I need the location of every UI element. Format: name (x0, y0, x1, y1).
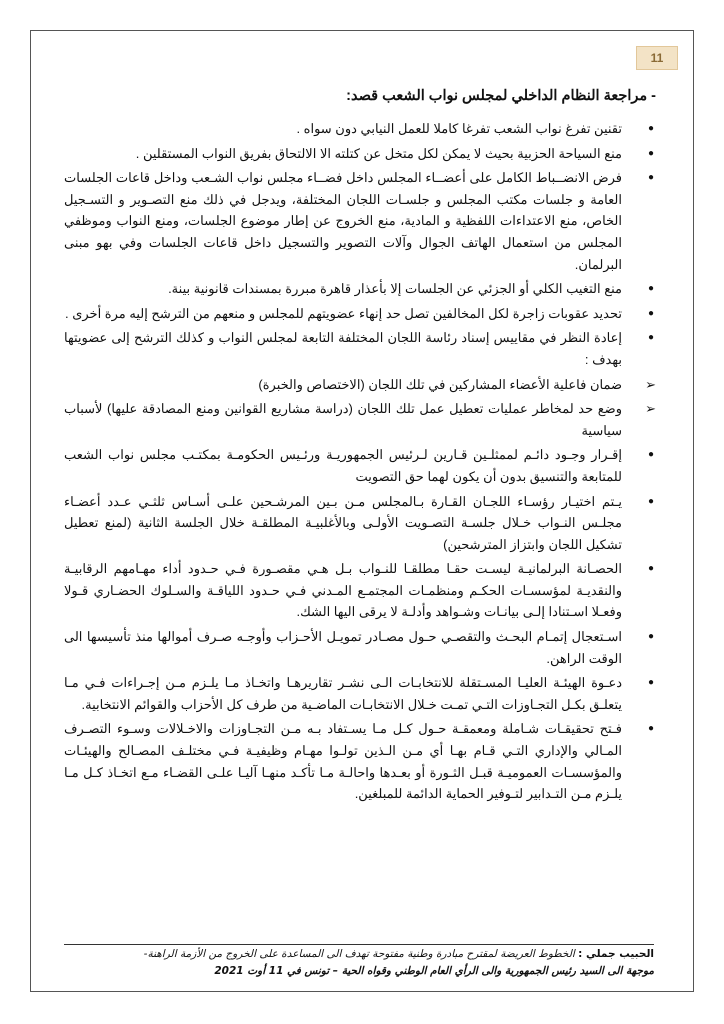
footer-line-2: موجهة الى السيد رئيس الجمهورية والى الرأي العام الوطني وقواه الحية – تونس في 11 أوت 2021 (214, 965, 654, 977)
document-body (64, 86, 656, 808)
list-item: ● دعـوة الهيئـة العليـا المسـتقلة للانتخابـات الـى نشـر تقاريرهـا واتخـاذ مـا يلـزم مـن إجـراءات فـي مـا يتعلـق بكـل التجـاوزات التـي تمـت خـلال الانتخابـات الماضـية من طرف كل الأحزاب والقوائم الانتخابية. (64, 672, 656, 715)
footer-rule (64, 944, 654, 945)
list-item: ● فرض الانضــباط الكامل على أعضــاء المجلس داخل فضــاء مجلس نواب الشـعب وداخل قاعات الجلسات العامة و جلسات مكتب المجلس و جلسـات اللجان المختلفة، ويدجل في ذلك منع التصـوير و التسـجيل الخاص، منع الاعتداءات اللفظية و المادية، منع الخروج عن إطار موضوع الجلسات، ومنع النواب وموظفي المجلس من استعمال الهاتف الجوال وآلات التصوير والتسجيل داخل قاعات الجلسات وفي بهو مبنى البرلمان. (64, 167, 656, 275)
footer-title: الخطوط العريضة لمقترح مبادرة وطنية مفتوحة تهدف الى المساعدة على الخروج من الأزمة الراهنة- (143, 948, 575, 960)
sub-list-item: ➢ ضمان فاعلية الأعضاء المشاركين في تلك اللجان (الاختصاص والخبرة) (64, 374, 656, 396)
list-item: ● يـتم اختيـار رؤسـاء اللجـان القـارة بـالمجلس مـن بـين المرشـحين علـى أسـاس ثلثـي عـدد أعضـاء مجلـس النـواب خـلال جلسـة التصـويت الأولـى وبالأغلبيـة المطلقـة خلال الجلسة الثانية (لمنع تعطيل تشكيل اللجان وابتزاز المترشحين) (64, 491, 656, 556)
list-item: ● إعادة النظر في مقاييس إسناد رئاسة اللجان المختلفة التابعة لمجلس النواب و كذلك الترشح إلى عضويتها بهدف : (64, 327, 656, 370)
sub-list-item: ➢ وضع حد لمخاطر عمليات تعطيل عمل تلك اللجان (دراسة مشاريع القوانين ومنع المصادقة عليها) لأسباب سياسية (64, 398, 656, 441)
item-list (64, 118, 656, 805)
footer (64, 944, 654, 980)
list-item: ● منع التغيب الكلي أو الجزئي عن الجلسات إلا بأعذار قاهرة مبررة بمسندات قانونية بينة. (64, 278, 656, 300)
footer-line-1 (64, 947, 654, 962)
list-item: ● تحديد عقوبات زاجرة لكل المخالفين تصل حد إنهاء عضويتهم للمجلس و منعهم من الترشح إليه مرة أخرى . (64, 303, 656, 325)
page-number: 11 (636, 46, 678, 70)
list-item: ● فـتح تحقيقـات شـاملة ومعمقـة حـول كـل مـا يسـتفاد بـه مـن التجـاوزات والاخـلالات وسـوء التصـرف المـالي والإداري التـي قـام بهـا أي مـن الـذين تولـوا مهـام وظيفيـة فـي مختلـف المصـالح والهيئـات والمؤسسـات العموميـة قبـل الثـورة أو بعـدها واحالـة مـا تأكـد منهـا آليـا علـى القضـاء مـع اتخـاذ كـل مـا يلـزم مـن التـدابير لتـوفير الحماية الدائمة للمبلغين. (64, 718, 656, 804)
list-item: ● تقنين تفرغ نواب الشعب تفرغا كاملا للعمل النيابي دون سواه . (64, 118, 656, 140)
list-item: ● منع السياحة الحزبية بحيث لا يمكن لكل متخل عن كتلته الا الالتحاق بفريق النواب المستقلين . (64, 143, 656, 165)
list-item: ● اسـتعجال إتمـام البحـث والتقصـي حـول مصـادر تمويـل الأحـزاب وأوجـه صـرف أموالها منذ تأسيسها الى الوقت الراهن. (64, 626, 656, 669)
list-item: ● إقـرار وجـود دائـم لممثلـين قـارين لـرئيس الجمهوريـة ورئـيس الحكومـة بمكتـب مجلس نواب الشعب للمتابعة والتنسيق بدون أن يكون لهما حق التصويت (64, 444, 656, 487)
list-item: ● الحصـانة البرلمانيـة ليسـت حقـا مطلقـا للنـواب بـل هـي مقصـورة فـي حـدود أداء مهـامهم الرقابيـة والنقديـة لمؤسسـات الحكـم ومنظمـات المجتمـع المـدني فـي حـدود اللياقـة والسـلوك الحضـاري قـولا وفعـلا اسـتنادا إلـى بيانـات وشـواهد وأدلـة لا يرقى اليها الشك. (64, 558, 656, 623)
footer-author: الحبيب جملي : (578, 948, 654, 960)
section-title: - مراجعة النظام الداخلي لمجلس نواب الشعب قصد: (346, 88, 656, 104)
